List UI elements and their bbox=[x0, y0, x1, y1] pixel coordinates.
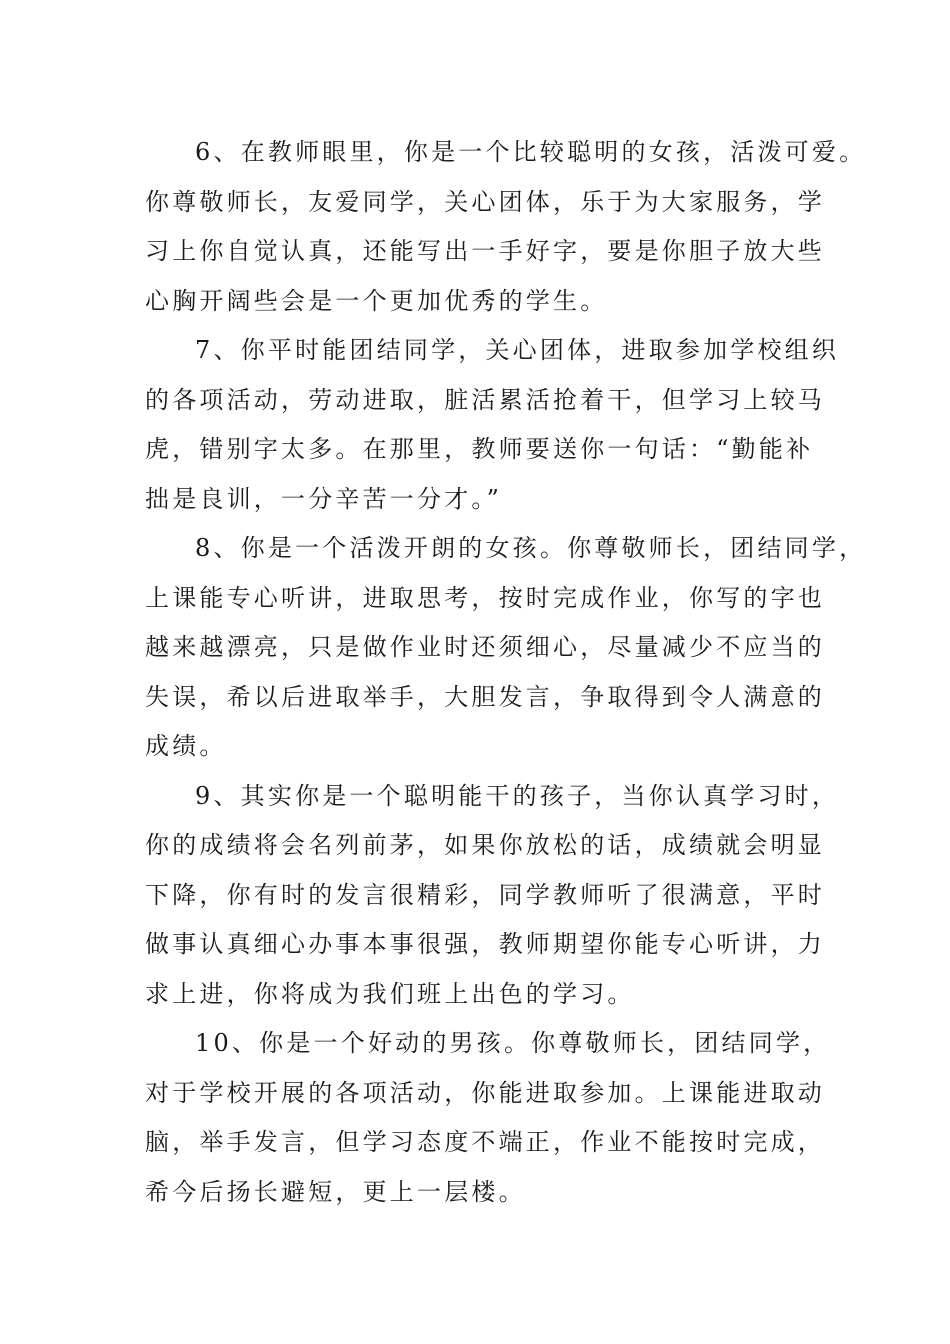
paragraph-9 bbox=[145, 772, 840, 1020]
text-line: 你尊敬师长，友爱同学，关心团体，乐于为大家服务，学 bbox=[145, 187, 825, 216]
paragraph-7 bbox=[145, 326, 840, 524]
text-line: 6、在教师眼里，你是一个比较聪明的女孩，活泼可爱。 bbox=[195, 138, 867, 166]
text-line: 习上你自觉认真，还能写出一手好字，要是你胆子放大些 bbox=[145, 237, 825, 265]
text-line: 希今后扬长避短，更上一层楼。 bbox=[145, 1177, 526, 1206]
text-line: 10、你是一个好动的男孩。你尊敬师长，团结同学， bbox=[195, 1029, 831, 1057]
text-line: 心胸开阔些会是一个更加优秀的学生。 bbox=[145, 286, 608, 315]
text-line: 越来越漂亮，只是做作业时还须细心，尽量减少不应当的 bbox=[145, 633, 825, 661]
text-line: 上课能专心听讲，进取思考，按时完成作业，你写的字也 bbox=[145, 583, 825, 612]
document-body bbox=[145, 128, 867, 1217]
text-line: 成绩。 bbox=[145, 732, 227, 760]
text-line: 脑，举手发言，但学习态度不端正，作业不能按时完成， bbox=[145, 1128, 825, 1156]
text-line: 9、其实你是一个聪明能干的孩子，当你认真学习时， bbox=[195, 781, 840, 810]
text-line: 拙是良训，一分辛苦一分才。” bbox=[145, 484, 503, 513]
paragraph-10 bbox=[145, 1019, 831, 1217]
text-line: 下降，你有时的发言很精彩，同学教师听了很满意，平时 bbox=[145, 880, 825, 909]
paragraph-8 bbox=[145, 524, 867, 772]
text-line: 你的成绩将会名列前茅，如果你放松的话，成绩就会明显 bbox=[145, 831, 825, 859]
text-line: 失误，希以后进取举手，大胆发言，争取得到令人满意的 bbox=[145, 682, 825, 711]
text-line: 做事认真细心办事本事很强，教师期望你能专心听讲，力 bbox=[145, 930, 825, 958]
text-line: 求上进，你将成为我们班上出色的学习。 bbox=[145, 979, 635, 1008]
paragraph-6 bbox=[145, 128, 867, 326]
text-line: 对于学校开展的各项活动，你能进取参加。上课能进取动 bbox=[145, 1078, 825, 1107]
text-line: 的各项活动，劳动进取，脏活累活抢着干，但学习上较马 bbox=[145, 385, 825, 414]
text-line: 8、你是一个活泼开朗的女孩。你尊敬师长，团结同学， bbox=[195, 534, 867, 562]
text-line: 7、你平时能团结同学，关心团体，进取参加学校组织 bbox=[195, 336, 840, 364]
text-line: 虎，错别字太多。在那里，教师要送你一句话：“勤能补 bbox=[145, 435, 814, 463]
